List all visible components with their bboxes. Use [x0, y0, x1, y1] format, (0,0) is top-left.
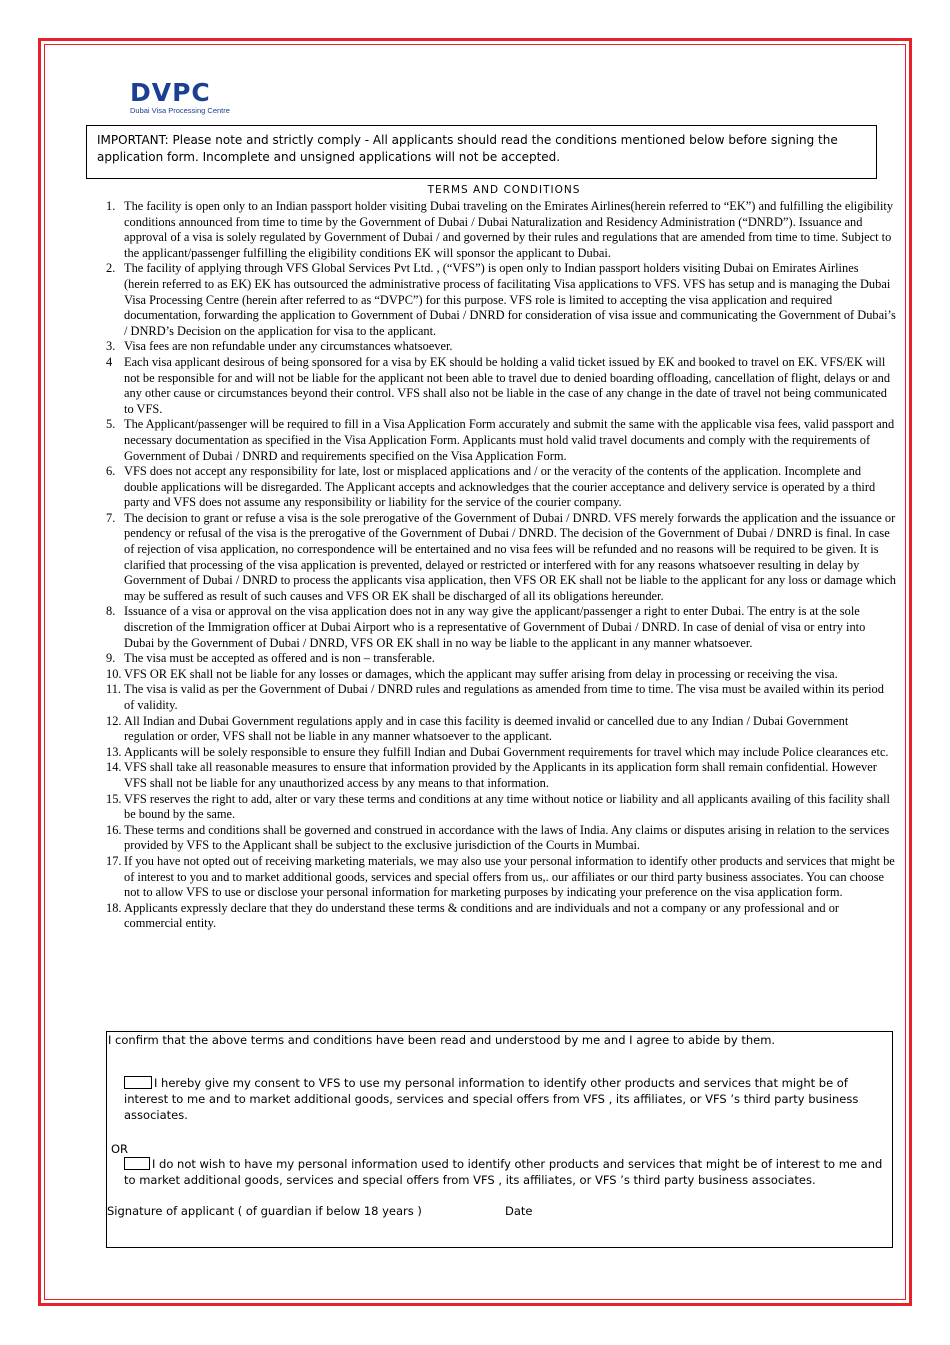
term-item — [106, 651, 896, 667]
term-item — [106, 667, 896, 683]
term-item — [106, 417, 896, 464]
term-text: VFS does not accept any responsibility for late, lost or misplaced applications and / or the veracity of the contents of the application. Incomplete and double applications will be disregarded. The Applicant accepts and acknowledges that the courier acceptance and delivery service is operated by a third party and VFS does not assume any responsibility or liability for the service of the courier company. — [124, 464, 876, 510]
optout-text: I do not wish to have my personal information used to identify other products and services that might be of interest to me and to market additional goods, services and special offers from VFS , its affiliates, or VFS ’s third party business associates. — [124, 1157, 883, 1187]
term-text: The facility of applying through VFS Global Services Pvt Ltd. , (“VFS”) is open only to Indian passport holders visiting Dubai on Emirates Airlines (herein referred to as EK) EK has outsourced the administrative process of facilitating Visa applications to VFS. VFS has setup and is managing the Dubai Visa Processing Centre (herein after referred to as “DVPC”) for this purpose. VFS role is limited to accepting the visa application and required documentation, forwarding the application to Government of Dubai / DNRD for consideration of visa issue and communicating the Government of Dubai’s / DNRD’s Decision on the application for visa to the applicant. — [124, 261, 896, 338]
optout-option — [124, 1157, 889, 1189]
term-number: 6. — [106, 464, 116, 479]
term-text: All Indian and Dubai Government regulations apply and in case this facility is deemed invalid or cancelled due to any Indian / Dubai Government regulation or order, VFS shall not be liable in any manner whatsoever to the applicant. — [124, 713, 849, 744]
logo-subtitle: Dubai Visa Processing Centre — [130, 106, 230, 115]
term-number: 5. — [106, 417, 116, 432]
term-item — [106, 745, 896, 761]
term-item — [106, 604, 896, 651]
term-number: 13. — [106, 744, 122, 759]
terms-heading: TERMS AND CONDITIONS — [427, 184, 581, 196]
term-item — [106, 760, 896, 791]
date-label: Date — [505, 1204, 533, 1218]
term-text: These terms and conditions shall be governed and construed in accordance with the laws of India. Any claims or disputes arising in relation to the services provided by VFS to the Applicant shall be subject to the exclusive jurisdiction of the Courts in Mumbai. — [124, 822, 890, 853]
term-item — [106, 355, 896, 417]
term-number: 17. — [106, 853, 122, 868]
term-number: 8. — [106, 604, 116, 619]
term-number: 3. — [106, 339, 116, 354]
term-text: The visa is valid as per the Government of Dubai / DNRD rules and regulations as amended from time to time. The visa must be availed within its period of validity. — [124, 682, 884, 712]
term-number: 16. — [106, 822, 122, 837]
term-number: 2. — [106, 261, 116, 276]
term-text: Applicants expressly declare that they do understand these terms & conditions and are individuals and not a company or any professional and or commercial entity. — [124, 900, 840, 931]
term-number: 10. — [106, 666, 122, 681]
term-number: 14. — [106, 760, 122, 775]
term-text: Each visa applicant desirous of being sponsored for a visa by EK should be holding a valid ticket issued by EK and booked to travel on EK. VFS/EK will not be responsible for and will not be liable for the applicant not been able to travel due to denied boarding offloading, cancellation of flight, delays or and any other cause or circumstances beyond their control. VFS shall also not be liable in the case of any change in the date of travel not being communicated to VFS. — [124, 354, 891, 416]
term-text: VFS shall take all reasonable measures to ensure that information provided by the Applicants in its application form shall remain confidential. However VFS shall not be liable for any unauthorized access by any means to that information. — [124, 760, 877, 790]
term-item — [106, 464, 896, 511]
term-item — [106, 901, 896, 932]
term-item — [106, 854, 896, 901]
term-number: 11. — [106, 682, 122, 697]
term-item — [106, 261, 896, 339]
term-item — [106, 199, 896, 261]
term-text: The Applicant/passenger will be required to fill in a Visa Application Form accurately and submit the same with the applicable visa fees, valid passport and necessary documentation as specified in the Visa Application Form. Applicants must hold valid travel documents and comply with the requirements of Government of Dubai / DNRD and requirements specified on the Visa Application Form. — [124, 417, 895, 463]
term-text: The decision to grant or refuse a visa is the sole prerogative of the Government of Dubai / DNRD. VFS merely forwards the application and the issuance or pendency or refusal of the visa is the prerogative of the Government of Dubai / DNRD. The decision of the Government of Dubai / DNRD is final. In case of rejection of visa application, no correspondence will be entertained and no visa fees will be refunded and no reasons will be required to be given. It is clarified that processing of the visa application is prevented, delayed or restricted or interfered with for any reasons whatsoever resulting in delay by Government of Dubai / DNRD to process the applicants visa application, then VFS OR EK shall not be liable to the applicant for any loss or damage which may be suffered as result of such causes and VFS OR EK shall be discharged of all its obligations hereunder. — [124, 510, 896, 603]
terms-list — [106, 199, 896, 932]
logo-wordmark: DVPC — [130, 78, 211, 107]
term-number: 4 — [106, 354, 113, 369]
declaration-box — [106, 1031, 893, 1248]
term-item — [106, 714, 896, 745]
term-number: 9. — [106, 651, 116, 666]
term-item — [106, 682, 896, 713]
term-item — [106, 823, 896, 854]
term-number: 18. — [106, 900, 122, 915]
term-text: Visa fees are non refundable under any circumstances whatsoever. — [124, 339, 453, 354]
optout-checkbox[interactable] — [124, 1157, 150, 1170]
term-text: The visa must be accepted as offered and is non – transferable. — [124, 651, 435, 666]
term-text: If you have not opted out of receiving marketing materials, we may also use your personal information to identify other products and services that might be of interest to you and to market additional goods, services and special offers from us,. our affiliates or our third party business associates. You can choose not to allow VFS to use or disclose your personal information for marketing purposes by indicating your preference on the visa application form. — [124, 853, 895, 900]
term-text: VFS reserves the right to add, alter or vary these terms and conditions at any time without notice or liability and all applicants availing of this facility shall be bound by the same. — [124, 791, 890, 822]
consent-checkbox[interactable] — [124, 1076, 152, 1089]
dvpc-logo — [130, 80, 230, 115]
term-number: 1. — [106, 199, 116, 213]
term-text: Applicants will be solely responsible to ensure they fulfill Indian and Dubai Government requirements for travel which may include Police clearances etc. — [124, 744, 889, 759]
term-text: The facility is open only to an Indian passport holder visiting Dubai traveling on the Emirates Airlines(herein referred to “EK”) and fulfilling the eligibility conditions announced from time to time by the Government of Dubai / Dubai Naturalization and Residency Administration (“DNRD”). Issuance and approval of a visa is solely regulated by Government of Dubai / and governed by their rules and regulations that are amended from time to time. Subject to the applicant/passenger fulfilling the eligibility conditions EK will sponsor the applicant to Dubai. — [124, 199, 894, 260]
important-notice: IMPORTANT: Please note and strictly comply - All applicants should read the conditions mentioned below before signing the application form. Incomplete and unsigned applications will not be accepted. — [86, 125, 877, 179]
term-text: Issuance of a visa or approval on the visa application does not in any way give the applicant/passenger a right to enter Dubai. The entry is at the sole discretion of the Immigration officer at Dubai Airport who is a representative of Government of Dubai / DNRD. In case of denial of visa or entry into Dubai by the Government of Dubai / DNRD, VFS OR EK shall in no way be liable to the applicant in any manner whatsoever. — [124, 604, 866, 650]
or-label: OR — [111, 1142, 129, 1156]
signature-label: Signature of applicant ( of guardian if below 18 years ) — [107, 1204, 422, 1218]
term-item — [106, 511, 896, 605]
term-number: 15. — [106, 791, 122, 806]
consent-option — [124, 1076, 884, 1123]
confirm-statement: I confirm that the above terms and conditions have been read and understood by me and I agree to abide by them. — [108, 1033, 776, 1047]
term-number: 7. — [106, 510, 116, 525]
term-item — [106, 792, 896, 823]
term-item — [106, 339, 896, 355]
consent-text: I hereby give my consent to VFS to use my personal information to identify other products and services that might be of interest to me and to market additional goods, services and special offers from VFS , its affiliates, or VFS ’s third party business associates. — [124, 1076, 859, 1122]
term-text: VFS OR EK shall not be liable for any losses or damages, which the applicant may suffer arising from delay in processing or receiving the visa. — [124, 666, 838, 681]
term-number: 12. — [106, 713, 122, 728]
